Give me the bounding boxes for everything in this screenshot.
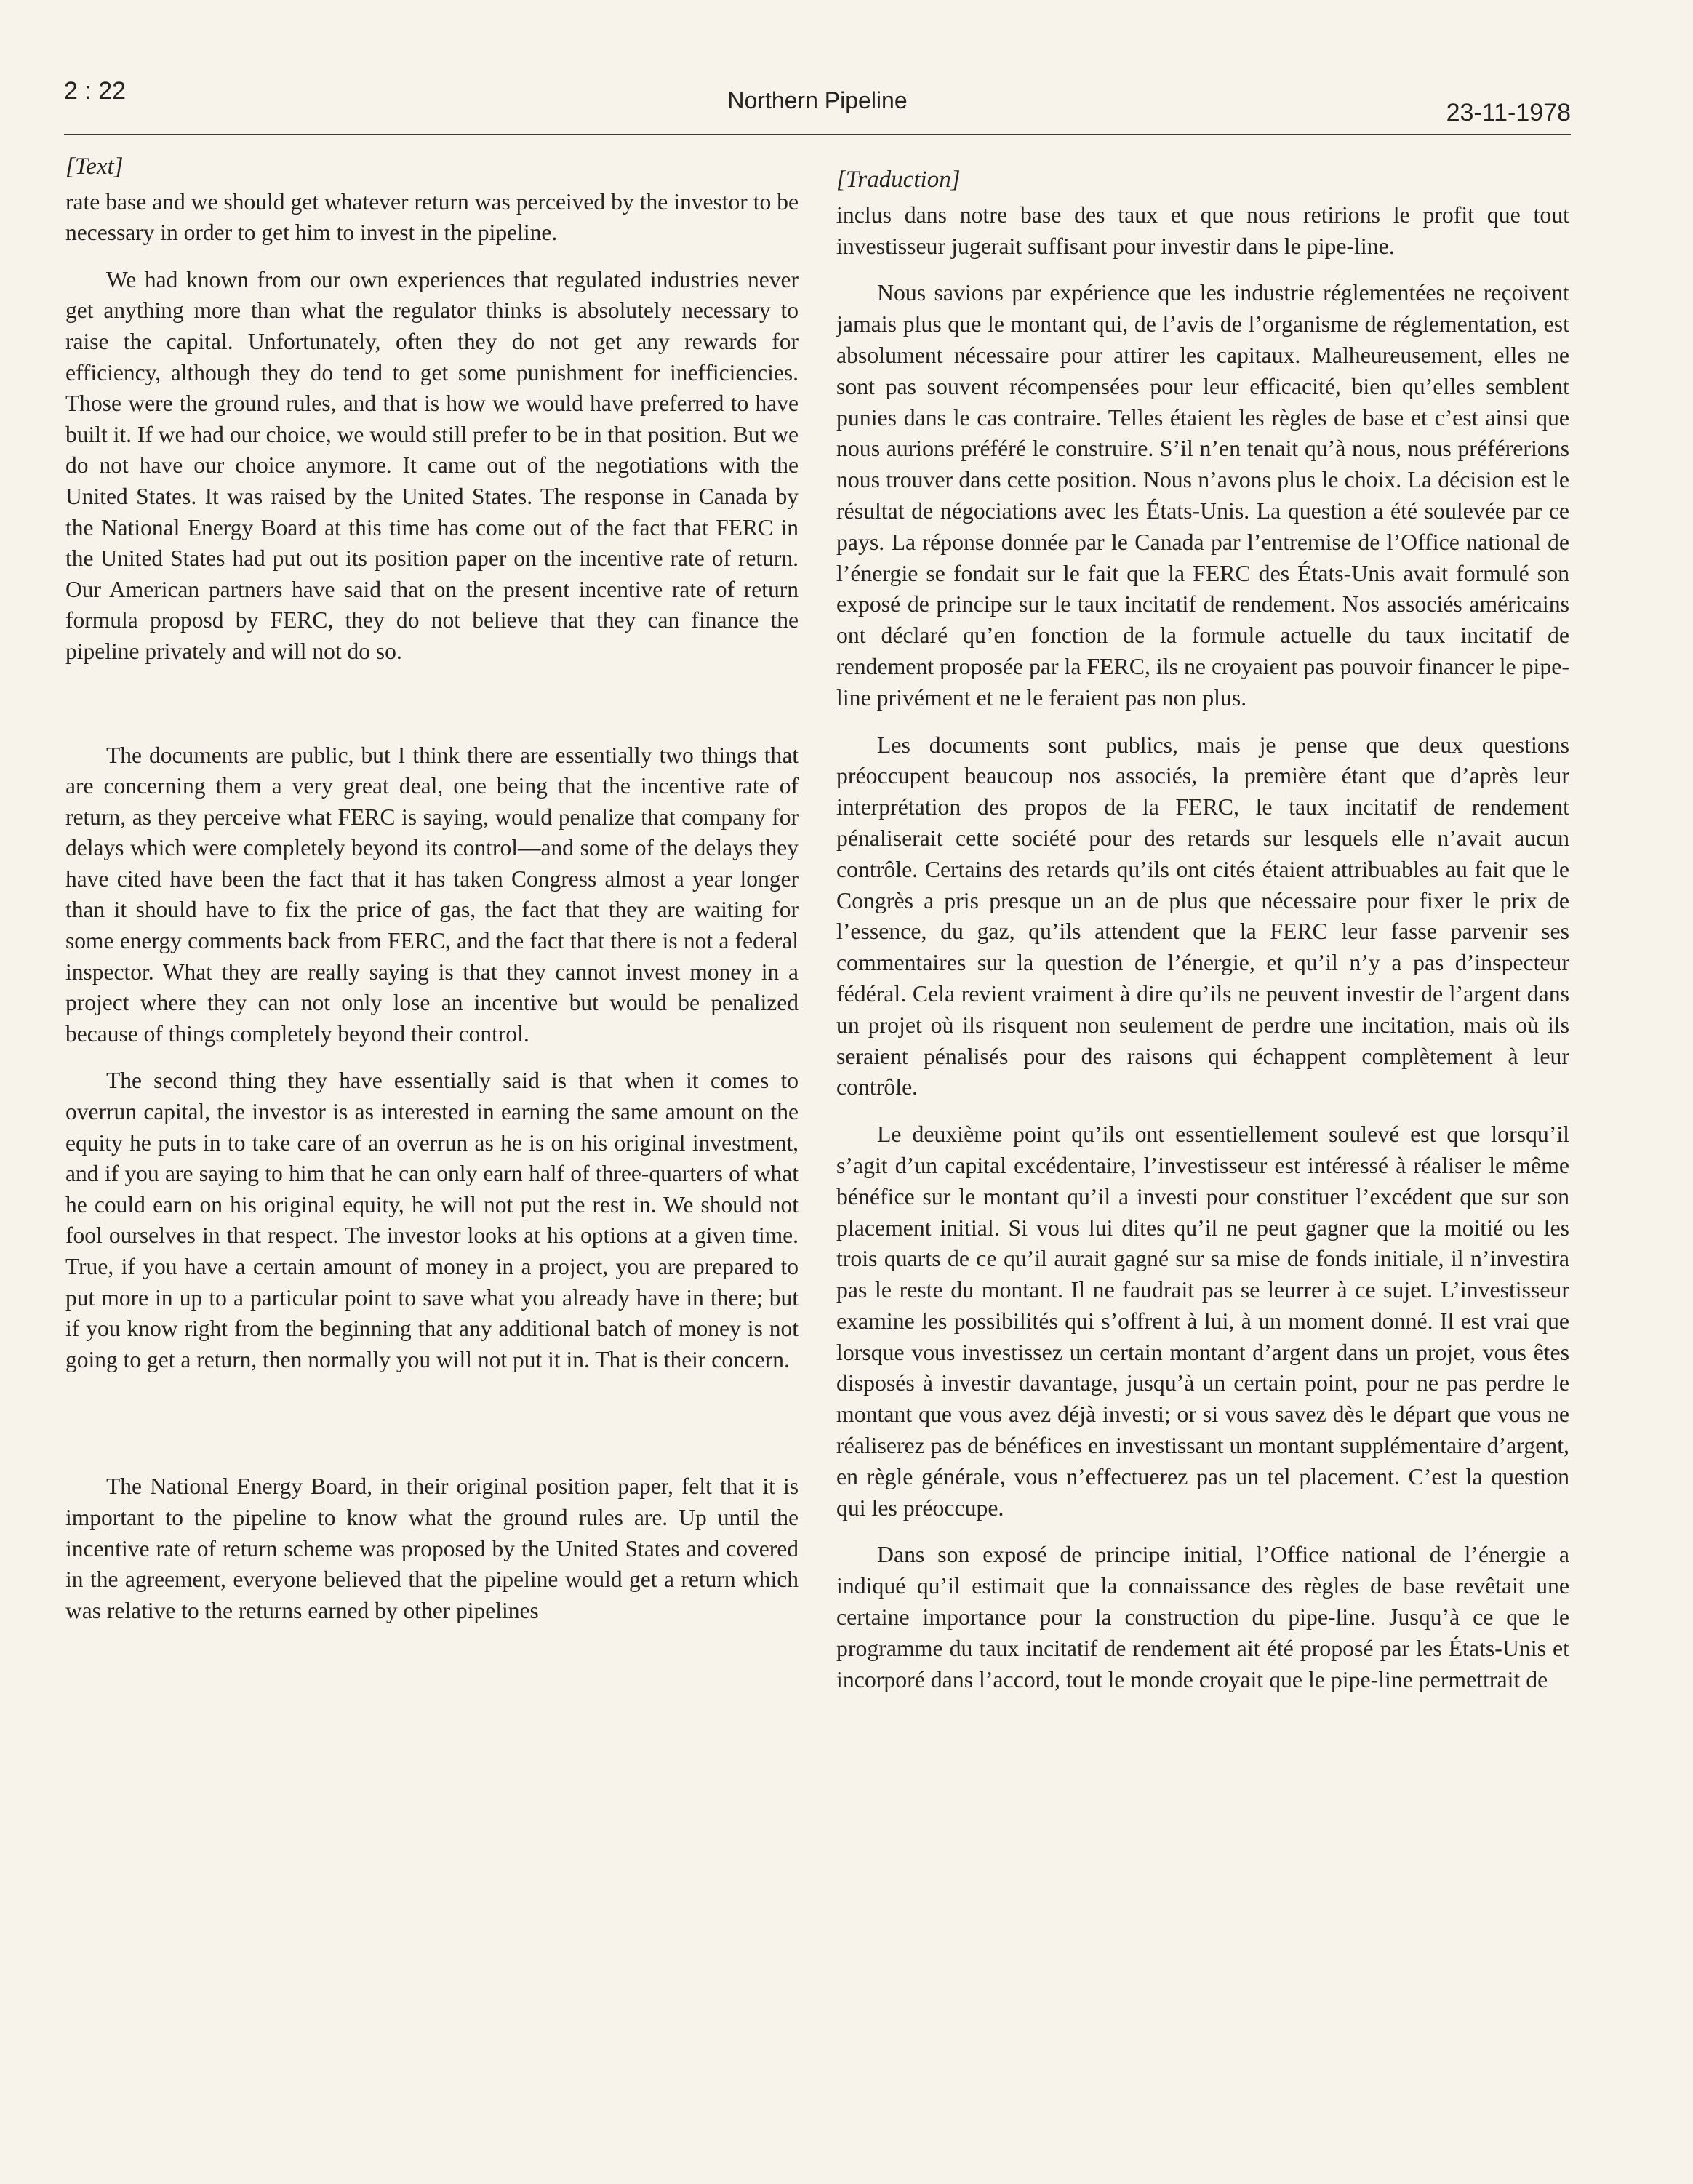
column-label-traduction: [Traduction] bbox=[836, 167, 961, 193]
french-column bbox=[836, 164, 1569, 1711]
paragraph: rate base and we should get whatever return was perceived by the investor to be necessary in order to get him to invest in the pipeline. bbox=[65, 188, 799, 246]
paragraph: Nous savions par expérience que les industrie réglementées ne reçoivent jamais plus que le montant qui, de l’avis de l’organisme de réglementation, est absolument nécessaire pour attirer les capitaux. Malheureusement, elles ne sont pas souvent récompensées pour leur efficacité, bien qu’elles semblent punies dans le cas contraire. Telles étaient les règles de base et c’est ainsi que nous aurions préféré le construire. S’il n’en tenait qu’à nous, nous préférerions nous trouver dans cette position. Nous n’avons plus le choix. La décision est le résultat de négociations avec les États-Unis. La question a été soulevée par ce pays. La réponse donnée par le Canada par l’entremise de l’Office national de l’énergie se fondait sur le fait que la FERC des États-Unis avait formulé son exposé de principe sur le taux incitatif de rendement. Nos associés américains ont déclaré qu’en fonction de la formule actuelle du taux incitatif de rendement proposée par la FERC, ils ne croyaient pas pouvoir financer le pipe-line privément et ne le feraient pas non plus. bbox=[836, 280, 1569, 711]
paragraph: The National Energy Board, in their original position paper, felt that it is important to the pipeline to know what the ground rules are. Up until the incentive rate of return scheme was proposed by the United States and covered in the agreement, everyone believed that the pipeline would get a return which was relative to the returns earned by other pipelines bbox=[65, 1473, 799, 1623]
running-title: Northern Pipeline bbox=[727, 87, 908, 113]
paragraph: inclus dans notre base des taux et que nous retirions le profit que tout investisseur jugerait suffisant pour investir dans le pipe-line. bbox=[836, 201, 1569, 259]
paragraph: The documents are public, but I think there are essentially two things that are concerning them a very great deal, one being that the incentive rate of return, as they perceive what FERC is saying, would penalize that company for delays which were completely beyond its control—and some of the delays they have cited have been the fact that it has taken Congress almost a year longer than it should have to fix the price of gas, the fact that they are waiting for some energy comments back from FERC, and the fact that there is not a federal inspector. What they are really saying is that they cannot invest money in a project where they can not only lose an incentive but would be penalized because of things completely beyond their control. bbox=[65, 742, 799, 1047]
paragraph: Les documents sont publics, mais je pense que deux questions préoccupent beaucoup nos associés, la première étant que d’après leur interprétation des propos de la FERC, le taux incitatif de rendement pénaliserait cette société pour des retards sur lesquels elle n’avait aucun contrôle. Certains des retards qu’ils ont cités étaient attribuables au fait que le Congrès a pris presque un an de plus que nécessaire pour fixer le prix de l’essence, du gaz, qu’ils attendent que la FERC leur fasse parvenir ses commentaires sur la question de l’énergie, et qu’il n’y a pas d’inspecteur fédéral. Cela revient vraiment à dire qu’ils ne peuvent investir de l’argent dans un projet où ils risquent non seulement de perdre une incitation, mais où ils seraient pénalisés pour des raisons qui échappent complètement à leur contrôle. bbox=[836, 732, 1569, 1100]
paragraph: Le deuxième point qu’ils ont essentiellement soulevé est que lorsqu’il s’agit d’un capital excédentaire, l’investisseur est intéressé à réaliser le même bénéfice sur le montant qu’il a investi pour constituer l’excédent que sur son placement initial. Si vous lui dites qu’il ne peut gagner que la moitié ou les trois quarts de ce qu’il aurait gagné sur sa mise de fonds initiale, il n’investira pas le reste du montant. Il ne faudrait pas se leurrer à ce sujet. L’investisseur examine les possibilités qui s’offrent à lui, à un moment donné. Il est vrai que lorsque vous investissez un certain montant d’argent dans un projet, vous êtes disposés à investir davantage, jusqu’à un certain point, pour ne pas perdre le montant que vous avez déjà investi; or si vous savez dès le départ que vous ne réaliserez pas de bénéfices en investissant un montant supplémentaire d’argent, en règle générale, vous n’effectuerez pas un tel placement. C’est la question qui les préoccupe. bbox=[836, 1121, 1569, 1521]
page-header bbox=[64, 73, 1571, 135]
english-column bbox=[65, 151, 799, 1642]
page-date: 23-11-1978 bbox=[1446, 99, 1571, 127]
paragraph: We had known from our own experiences that regulated industries never get anything more than what the regulator thinks is absolutely necessary to raise the capital. Unfortunately, often they do not get any rewards for efficiency, although they do tend to get some punishment for inefficiencies. Those were the ground rules, and that is how we would have preferred to have built it. If we had our choice, we would still prefer to be in that position. But we do not have our choice anymore. It came out of the negotiations with the United States. It was raised by the United States. The response in Canada by the National Energy Board at this time has come out of the fact that FERC in the United States had put out its position paper on the incentive rate of return. Our American partners have said that on the present incentive rate of return formula proposd by FERC, they do not believe that they can finance the pipeline privately and will not do so. bbox=[65, 266, 799, 664]
paragraph: The second thing they have essentially said is that when it comes to overrun capital, the investor is as interested in earning the same amount on the equity he puts in to take care of an overrun as he is on his original investment, and if you are saying to him that he can only earn half of three-quarters of what he could earn on his original equity, he will not put the rest in. We should not fool ourselves in that respect. The investor looks at his options at a given time. True, if you have a certain amount of money in a project, you are prepared to put more in up to a particular point to save what you already have in there; but if you know right from the beginning that any additional batch of money is not going to get a return, then normally you will not put it in. That is their concern. bbox=[65, 1068, 799, 1372]
paragraph: Dans son exposé de principe initial, l’Office national de l’énergie a indiqué qu’il estimait que la connaissance des règles de base revêtait une certaine importance pour la construction du pipe-line. Jusqu’à ce que le programme du taux incitatif de rendement ait été proposé par les États-Unis et incorporé dans l’accord, tout le monde croyait que le pipe-line permettrait de bbox=[836, 1542, 1569, 1692]
column-label-text: [Text] bbox=[65, 153, 124, 180]
page-number: 2 : 22 bbox=[64, 77, 127, 105]
